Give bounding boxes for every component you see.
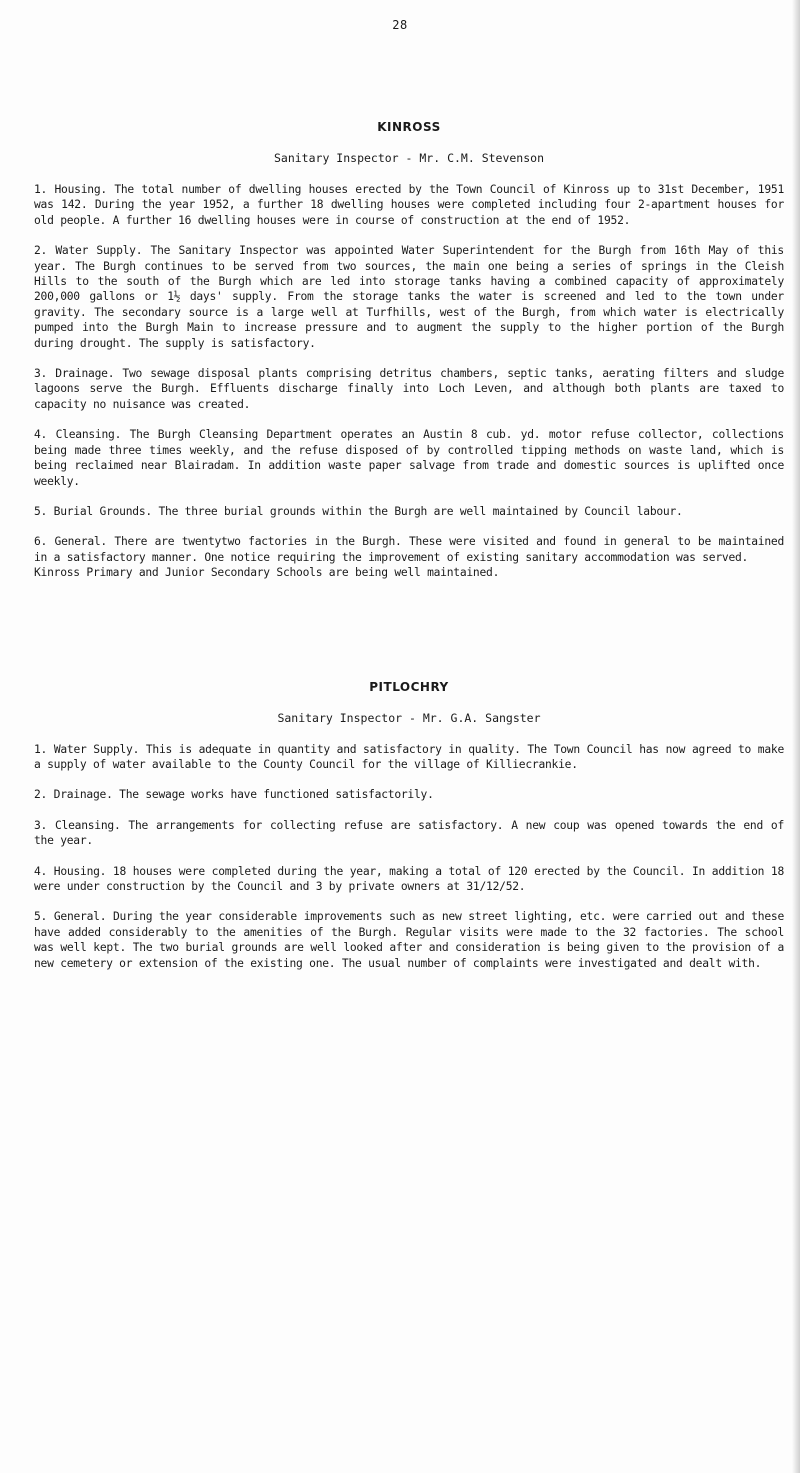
pitlochry-inspector: Sanitary Inspector - Mr. G.A. Sangster — [277, 710, 541, 725]
pitlochry-paragraph-water-supply: 1. Water Supply. This is adequate in quantity and satisfactory in quality. The Town Council has now agreed to make a supply of water available to the County Council for the village of Killiecrankie. — [34, 742, 784, 771]
page-number: 28 — [392, 18, 408, 32]
kinross-heading: KINROSS — [377, 120, 441, 134]
kinross-paragraph-cleansing: 4. Cleansing. The Burgh Cleansing Department operates an Austin 8 cub. yd. motor refuse collector, collections being made three times weekly, and the refuse disposed of by controlled tipping methods on waste land, which is being reclaimed near Blairadam. In addition waste paper salvage from trade and domestic sources is uplifted once weekly. — [34, 428, 784, 488]
kinross-paragraph-burial-grounds: 5. Burial Grounds. The three burial grounds within the Burgh are well maintained by Council labour. — [34, 504, 683, 518]
pitlochry-heading: PITLOCHRY — [369, 679, 449, 694]
section-spacer — [34, 596, 784, 680]
report-content — [34, 120, 784, 986]
kinross-paragraph-housing: 1. Housing. The total number of dwelling houses erected by the Town Council of Kinross up to 31st December, 1951 was 142. During the year 1952, a further 18 dwelling houses were completed including four 2-apartment houses for old people. A further 16 dwelling houses were in course of construction at the end of 1952. — [34, 183, 784, 227]
kinross-section — [34, 120, 784, 581]
scan-edge-shadow — [792, 0, 800, 1473]
kinross-paragraph-general: 6. General. There are twentytwo factories in the Burgh. These were visited and found in general to be maintained in a satisfactory manner. One notice requiring the improvement of existing sanitary accommodation was served. — [34, 535, 784, 564]
kinross-paragraph-drainage: 3. Drainage. Two sewage disposal plants comprising detritus chambers, septic tanks, aerating filters and sludge lagoons serve the Burgh. Effluents discharge finally into Loch Leven, and although both plants are taxed to capacity no nuisance was created. — [34, 367, 784, 411]
pitlochry-paragraph-housing: 4. Housing. 18 houses were completed during the year, making a total of 120 erected by the Council. In addition 18 were under construction by the Council and 3 by private owners at 31/12/52. — [34, 864, 784, 893]
kinross-schools-note: Kinross Primary and Junior Secondary Schools are being well maintained. — [34, 566, 500, 580]
pitlochry-paragraph-drainage: 2. Drainage. The sewage works have functioned satisfactorily. — [34, 788, 434, 802]
pitlochry-section — [34, 680, 784, 971]
pitlochry-paragraph-general: 5. General. During the year considerable improvements such as new street lighting, etc. were carried out and these have added considerably to the amenities of the Burgh. Regular visits were made to the 32 factories. The school was well kept. The two burial grounds are well looked after and consideration is being given to the provision of a new cemetery or extension of the existing one. The usual number of complaints were investigated and dealt with. — [34, 910, 784, 970]
pitlochry-paragraph-cleansing: 3. Cleansing. The arrangements for collecting refuse are satisfactory. A new coup was opened towards the end of the year. — [34, 818, 784, 848]
kinross-inspector: Sanitary Inspector - Mr. C.M. Stevenson — [273, 151, 545, 165]
kinross-paragraph-water-supply: 2. Water Supply. The Sanitary Inspector was appointed Water Superintendent for the Burgh from 16th May of this year. The Burgh continues to be served from two sources, the main one being a series of springs in the Cleish Hills to the south of the Burgh which are led into storage tanks having a combined capacity of approximately 200,000 gallons or 1½ days' supply. From the storage tanks the water is screened and led to the town under gravity. The secondary source is a large well at Turfhills, west of the Burgh, from which water is electrically pumped into the Burgh Main to increase pressure and to augment the supply to the higher portion of the Burgh during drought. The supply is satisfactory. — [34, 244, 784, 350]
